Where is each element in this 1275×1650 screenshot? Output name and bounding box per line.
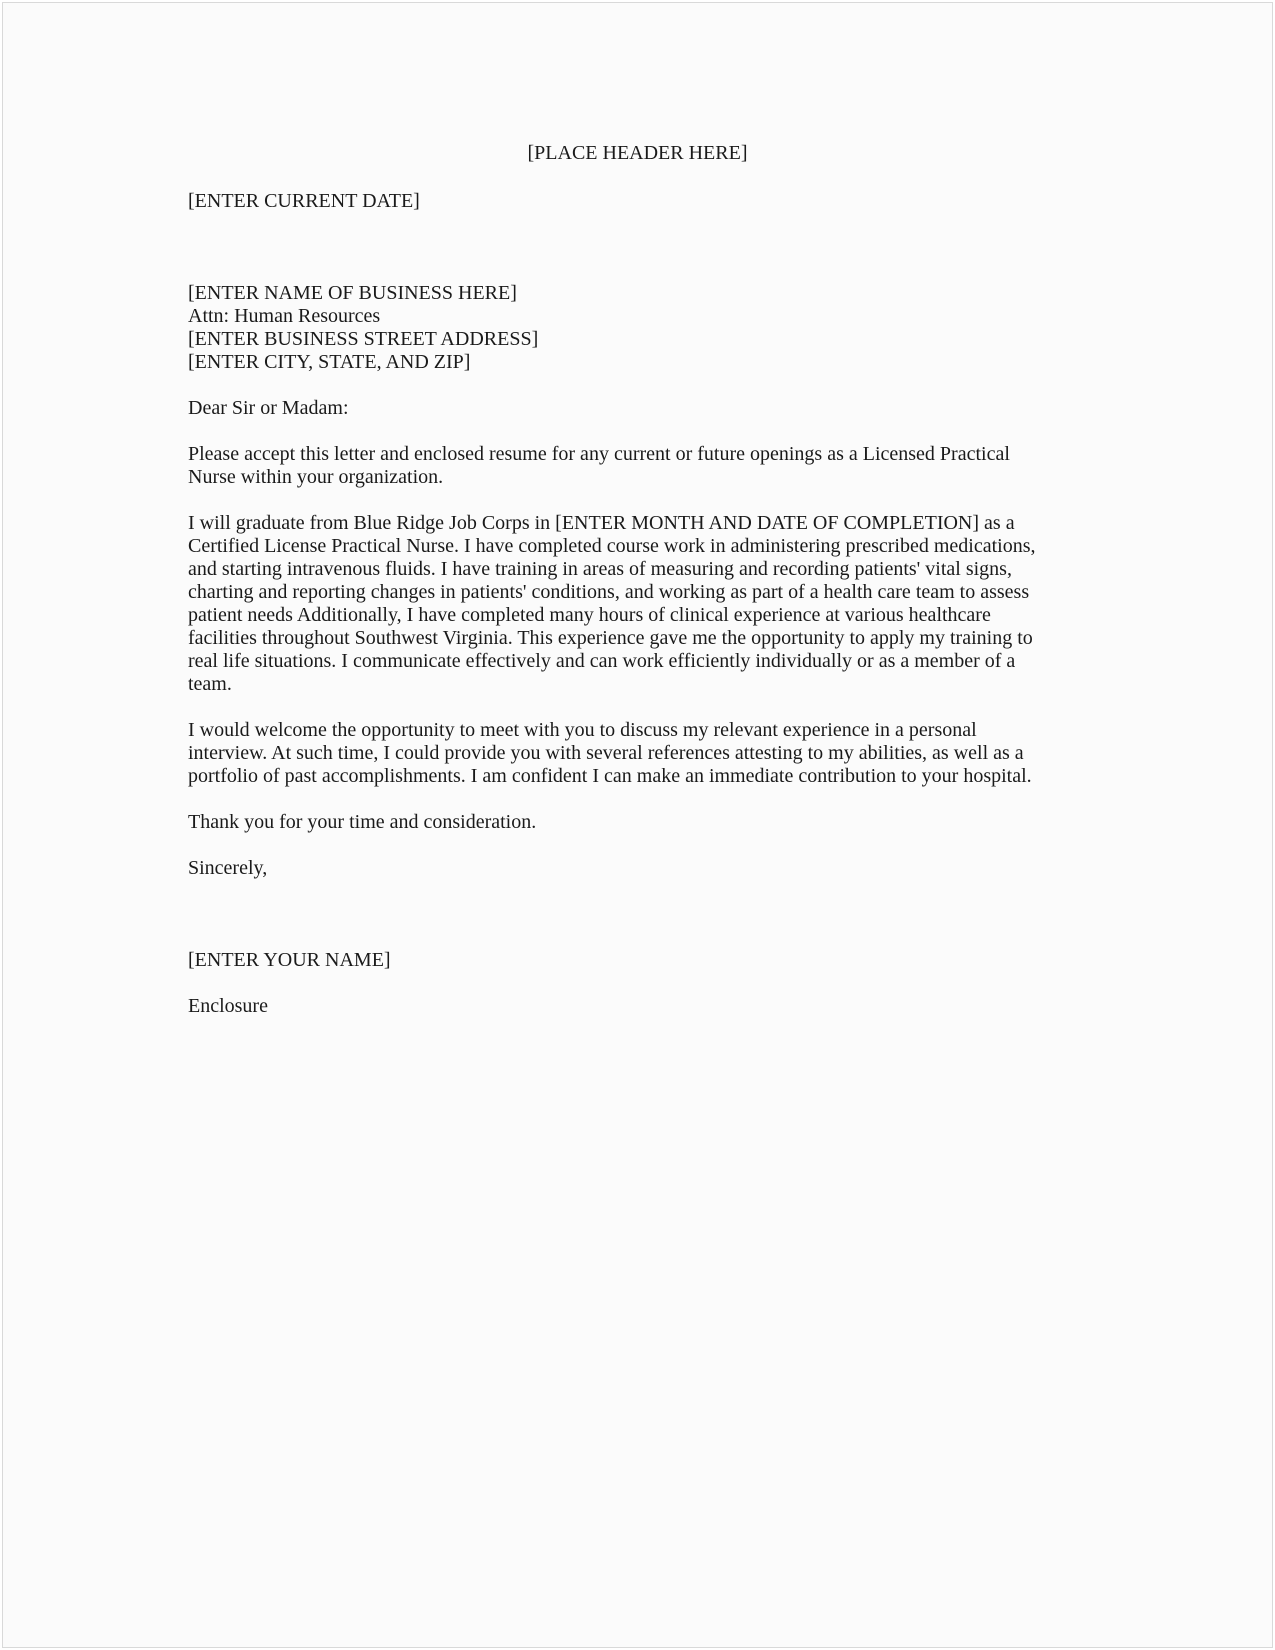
paragraph-line: real life situations. I communicate effectively and can work efficiently individually or as a member of a — [188, 650, 1016, 672]
recipient-city-state-zip: [ENTER CITY, STATE, AND ZIP] — [188, 351, 471, 373]
paragraph-line: and starting intravenous fluids. I have training in areas of measuring and recording patients' vital signs, — [188, 558, 1012, 580]
paragraph-line: charting and reporting changes in patients' conditions, and working as part of a health care team to assess — [188, 581, 1030, 603]
thanks-line: Thank you for your time and consideration. — [188, 811, 537, 833]
paragraph-line: Nurse within your organization. — [188, 466, 444, 488]
recipient-attention: Attn: Human Resources — [188, 305, 381, 327]
signature-name: [ENTER YOUR NAME] — [188, 949, 391, 971]
letter-header: [PLACE HEADER HERE] — [527, 142, 748, 164]
enclosure-note: Enclosure — [188, 995, 268, 1017]
letter-date: [ENTER CURRENT DATE] — [188, 190, 420, 212]
paragraph-line: portfolio of past accomplishments. I am confident I can make an immediate contribution to your hospital. — [188, 765, 1032, 787]
salutation: Dear Sir or Madam: — [188, 397, 349, 419]
paragraph-line: interview. At such time, I could provide you with several references attesting to my abilities, as well as a — [188, 742, 1024, 764]
paragraph-line: Certified License Practical Nurse. I have completed course work in administering prescribed medications, — [188, 535, 1036, 557]
paragraph-line: facilities throughout Southwest Virginia. This experience gave me the opportunity to apply my training to — [188, 627, 1033, 649]
paragraph-line: patient needs Additionally, I have completed many hours of clinical experience at various healthcare — [188, 604, 991, 626]
closing: Sincerely, — [188, 857, 268, 879]
recipient-business-name: [ENTER NAME OF BUSINESS HERE] — [188, 282, 517, 304]
paragraph-line: Please accept this letter and enclosed resume for any current or future openings as a Licensed Practical — [188, 443, 1010, 465]
paragraph-line: I would welcome the opportunity to meet with you to discuss my relevant experience in a personal — [188, 719, 977, 741]
paragraph-line: team. — [188, 673, 232, 695]
recipient-street: [ENTER BUSINESS STREET ADDRESS] — [188, 328, 539, 350]
paragraph-line: I will graduate from Blue Ridge Job Corps in [ENTER MONTH AND DATE OF COMPLETION] as a — [188, 512, 1015, 534]
